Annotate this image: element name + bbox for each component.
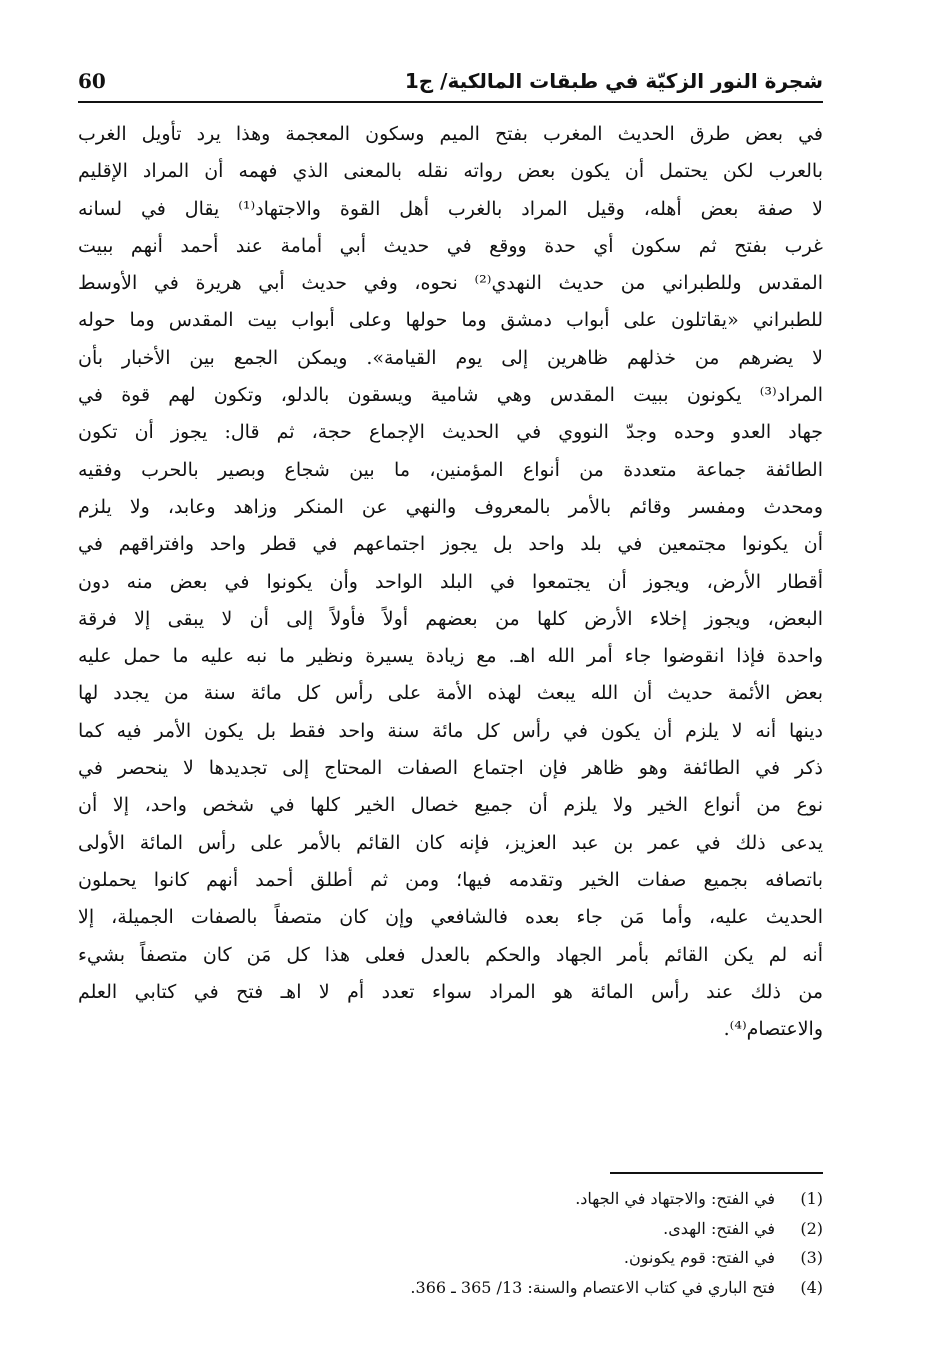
footnote <box>78 1214 823 1244</box>
header-rule <box>78 101 823 103</box>
text-line: في بعض طرق الحديث المغرب بفتح الميم وسكون المعجمة وهذا يرد تأويل الغرب <box>78 123 823 145</box>
text-line: أقطار الأرض، ويجوز أن يجتمعوا في البلد الواحد وأن يكونوا في بعض منه دون <box>78 570 823 593</box>
text-line: واحدة فإذا انقوضوا جاء أمر الله اهـ. مع زيادة يسيرة ونظير ما نبه عليه ما حمل عليه <box>78 645 823 668</box>
text-line: المقدس وللطبراني من حديث النهدي⁽²⁾ نحوه، وفي حديث أبي هريرة في الأوسط <box>78 272 823 295</box>
footnote-text: في الفتح: قوم يكونون. <box>623 1248 775 1267</box>
text-line: باتصافه بجميع صفات الخير وتقدمه فيها؛ ومن ثم أطلق أحمد أنهم كانوا يحملون <box>78 868 823 891</box>
body-text <box>78 116 823 1048</box>
footnote-number: (4) <box>800 1277 823 1297</box>
text-line: الطائفة جماعة متعددة من أنواع المؤمنين، ما بين شجاع وبصير بالحرب وفقيه <box>78 458 823 481</box>
text-line: أن يكونوا مجتمعين في بلد واحد بل يجوز اجتماعهم في قطر واحد وافتراقهم في <box>78 533 823 556</box>
text-line: بعض الأئمة حديث أن الله يبعث لهذه الأمة على رأس كل مائة سنة من يجدد لها <box>78 682 823 705</box>
text-line: بالعرب لكن يحتمل أن يكون بعض رواته نقله بالمعنى الذي فهمه أن المراد الإقليم <box>78 160 823 183</box>
text-line: دينها أنه لا يلزم أن يكون في رأس كل مائة سنة واحد فقط بل يكون الأمر فيه كما <box>78 719 823 742</box>
running-title: شجرة النور الزكيّة في طبقات المالكية/ ج1 <box>404 69 823 93</box>
footnote-text: في الفتح: الهدى. <box>663 1218 775 1238</box>
footnote-text: في الفتح: والاجتهاد في الجهاد. <box>575 1189 775 1208</box>
footnote <box>78 1273 823 1303</box>
text-line: ومحدث ومفسر وقائم بالأمر بالمعروف والنهي عن المنكر وزاهد وعابد، ولا يلزم <box>78 495 823 518</box>
text-line: جهاد العدو وحده وجدّ النووي في الحديث الإجماع حجة، ثم قال: يجوز أن تكون <box>78 421 823 444</box>
footnote-text: فتح الباري في كتاب الاعتصام والسنة: 13/ 365 ـ 366. <box>410 1277 775 1297</box>
footnote-number: (1) <box>800 1189 823 1208</box>
text-line: والاعتصام⁽⁴⁾. <box>723 1018 823 1041</box>
text-line: من ذلك عند رأس المائة هو المراد سواء تعدد أم لا اهـ فتح في كتابي العلم <box>78 980 823 1003</box>
text-line: يدعى ذلك في عمر بن عبد العزيز، فإنه كان القائم بالأمر على رأس المائة الأولى <box>78 831 823 854</box>
text-line: أنه لم يكن القائم بأمر الجهاد والحكم بالعدل فعلى هذا كل مَن كان متصفاً بشيء <box>78 943 823 966</box>
page-number: 60 <box>78 69 106 93</box>
text-line: المراد⁽³⁾ يكونون ببيت المقدس وهي شامية ويسقون بالدلو، وتكون لهم قوة في <box>78 384 823 407</box>
text-line: ذكر في الطائفة وهو ظاهر فإن اجتماع الصفات المحتاج إلى تجديدها لا ينحصر في <box>78 757 823 780</box>
text-line: نوع من أنواع الخير ولا يلزم أن جميع خصال الخير كلها في شخص واحد، إلا أن <box>78 794 823 817</box>
text-line: لا صفة بعض أهله، وقيل المراد بالغرب أهل القوة والاجتهاد⁽¹⁾ يقال في لسانه <box>78 197 823 220</box>
text-line: الحديث عليه، وأما مَن جاء بعده فالشافعي وإن كان متصفاً بالصفات الجميلة، إلا <box>78 906 823 929</box>
footnote-number: (2) <box>800 1218 823 1238</box>
footnotes <box>78 1184 823 1302</box>
text-line: لا يضرهم من خذلهم ظاهرين إلى يوم القيامة». ويمكن الجمع بين الأخبار بأن <box>78 346 823 369</box>
footnote <box>78 1243 823 1273</box>
text-line: للطبراني «يقاتلون على أبواب دمشق وما حولها وعلى أبواب بيت المقدس وما حوله <box>78 309 823 332</box>
footnote-number: (3) <box>800 1248 823 1267</box>
text-line: غرب بفتح ثم سكون أي حدة ووقع في حديث أبي أمامة عند أحمد أنهم ببيت <box>78 234 823 257</box>
footnote <box>78 1184 823 1214</box>
footnote-rule <box>610 1172 823 1174</box>
page-header <box>78 58 823 98</box>
text-line: البعض، ويجوز إخلاء الأرض كلها من بعضهم أولاً فأولاً إلى أن لا يبقى إلا فرقة <box>78 607 823 630</box>
